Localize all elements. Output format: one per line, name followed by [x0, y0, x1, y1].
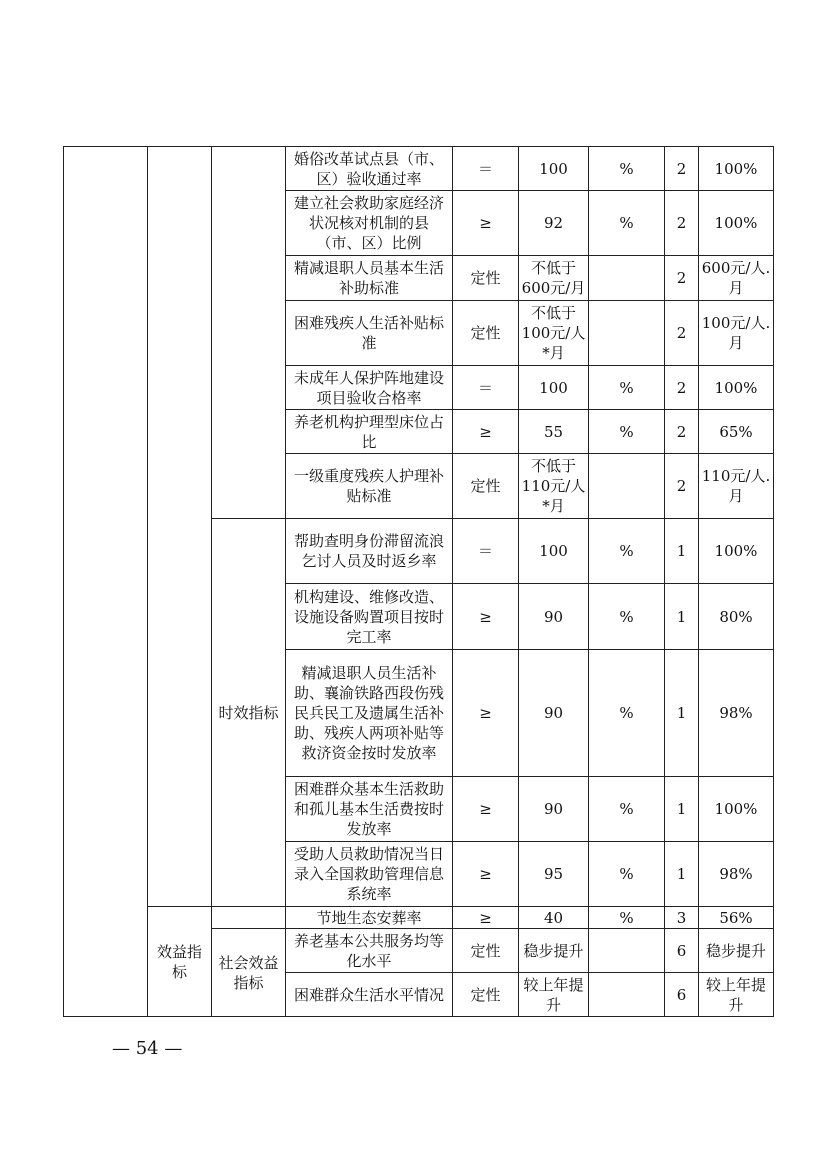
unit-cell	[589, 256, 665, 301]
table-row	[64, 907, 774, 929]
unit-cell: %	[589, 147, 665, 191]
operator-cell: ≥	[453, 777, 519, 842]
target-cell: 95	[519, 842, 589, 907]
unit-cell: %	[589, 777, 665, 842]
operator-cell: ≥	[453, 650, 519, 777]
performance-indicator-table	[63, 146, 774, 1017]
operator-cell: ≥	[453, 410, 519, 454]
indicator-name: 帮助查明身份滞留流浪乞讨人员及时返乡率	[286, 519, 453, 584]
weight-cell: 2	[665, 366, 699, 410]
target-cell: 90	[519, 777, 589, 842]
indicator-name: 节地生态安葬率	[286, 907, 453, 929]
weight-cell: 1	[665, 650, 699, 777]
target-cell: 90	[519, 650, 589, 777]
weight-cell: 6	[665, 973, 699, 1017]
unit-cell	[589, 301, 665, 366]
weight-cell: 2	[665, 147, 699, 191]
operator-cell: ＝	[453, 147, 519, 191]
section-label-benefit: 效益指标	[148, 907, 212, 1017]
actual-cell: 80%	[699, 584, 774, 650]
actual-cell: 98%	[699, 650, 774, 777]
indicator-name: 养老机构护理型床位占比	[286, 410, 453, 454]
target-cell: 90	[519, 584, 589, 650]
actual-cell: 100%	[699, 147, 774, 191]
weight-cell: 2	[665, 191, 699, 256]
weight-cell: 2	[665, 301, 699, 366]
page-number: — 54 —	[112, 1038, 183, 1059]
operator-cell: ≥	[453, 907, 519, 929]
unit-cell: %	[589, 519, 665, 584]
operator-cell: ≥	[453, 191, 519, 256]
weight-cell: 3	[665, 907, 699, 929]
target-cell: 稳步提升	[519, 929, 589, 973]
operator-cell: ≥	[453, 584, 519, 650]
operator-cell: 定性	[453, 929, 519, 973]
section-label-timeliness: 时效指标	[212, 519, 286, 907]
target-cell: 92	[519, 191, 589, 256]
unit-cell	[589, 929, 665, 973]
target-cell: 不低于110元/人*月	[519, 454, 589, 519]
section-label-social-benefit: 社会效益指标	[212, 929, 286, 1017]
actual-cell: 100%	[699, 519, 774, 584]
actual-cell: 600元/人.月	[699, 256, 774, 301]
indicator-name: 一级重度残疾人护理补贴标准	[286, 454, 453, 519]
target-cell: 100	[519, 147, 589, 191]
weight-cell: 6	[665, 929, 699, 973]
blank-cell	[212, 147, 286, 519]
target-cell: 100	[519, 519, 589, 584]
target-cell: 不低于600元/月	[519, 256, 589, 301]
target-cell: 不低于100元/人*月	[519, 301, 589, 366]
weight-cell: 1	[665, 777, 699, 842]
actual-cell: 100%	[699, 366, 774, 410]
weight-cell: 2	[665, 454, 699, 519]
actual-cell: 100%	[699, 191, 774, 256]
indicator-name: 未成年人保护阵地建设项目验收合格率	[286, 366, 453, 410]
target-cell: 100	[519, 366, 589, 410]
unit-cell	[589, 973, 665, 1017]
indicator-name: 困难群众生活水平情况	[286, 973, 453, 1017]
target-cell: 55	[519, 410, 589, 454]
unit-cell: %	[589, 584, 665, 650]
indicator-name: 精减退职人员生活补助、襄渝铁路西段伤残民兵民工及遗属生活补助、残疾人两项补贴等救济资金按时发放率	[286, 650, 453, 777]
operator-cell: ＝	[453, 366, 519, 410]
actual-cell: 98%	[699, 842, 774, 907]
weight-cell: 1	[665, 584, 699, 650]
weight-cell: 1	[665, 519, 699, 584]
blank-cell	[64, 147, 148, 1017]
actual-cell: 56%	[699, 907, 774, 929]
indicator-name: 养老基本公共服务均等化水平	[286, 929, 453, 973]
operator-cell: 定性	[453, 973, 519, 1017]
operator-cell: 定性	[453, 454, 519, 519]
unit-cell: %	[589, 907, 665, 929]
target-cell: 40	[519, 907, 589, 929]
indicator-name: 机构建设、维修改造、设施设备购置项目按时完工率	[286, 584, 453, 650]
weight-cell: 2	[665, 410, 699, 454]
operator-cell: 定性	[453, 301, 519, 366]
unit-cell: %	[589, 366, 665, 410]
target-cell: 较上年提升	[519, 973, 589, 1017]
actual-cell: 65%	[699, 410, 774, 454]
actual-cell: 较上年提升	[699, 973, 774, 1017]
indicator-name: 精减退职人员基本生活补助标准	[286, 256, 453, 301]
table-row	[64, 147, 774, 191]
actual-cell: 100元/人.月	[699, 301, 774, 366]
unit-cell: %	[589, 191, 665, 256]
blank-cell	[212, 907, 286, 929]
indicator-name: 困难群众基本生活救助和孤儿基本生活费按时发放率	[286, 777, 453, 842]
unit-cell: %	[589, 842, 665, 907]
indicator-name: 受助人员救助情况当日录入全国救助管理信息系统率	[286, 842, 453, 907]
operator-cell: 定性	[453, 256, 519, 301]
weight-cell: 1	[665, 842, 699, 907]
unit-cell: %	[589, 410, 665, 454]
blank-cell	[148, 147, 212, 907]
unit-cell	[589, 454, 665, 519]
weight-cell: 2	[665, 256, 699, 301]
operator-cell: ≥	[453, 842, 519, 907]
unit-cell: %	[589, 650, 665, 777]
actual-cell: 稳步提升	[699, 929, 774, 973]
indicator-name: 建立社会救助家庭经济状况核对机制的县（市、区）比例	[286, 191, 453, 256]
indicator-name: 困难残疾人生活补贴标准	[286, 301, 453, 366]
actual-cell: 110元/人.月	[699, 454, 774, 519]
actual-cell: 100%	[699, 777, 774, 842]
indicator-name: 婚俗改革试点县（市、区）验收通过率	[286, 147, 453, 191]
operator-cell: ＝	[453, 519, 519, 584]
